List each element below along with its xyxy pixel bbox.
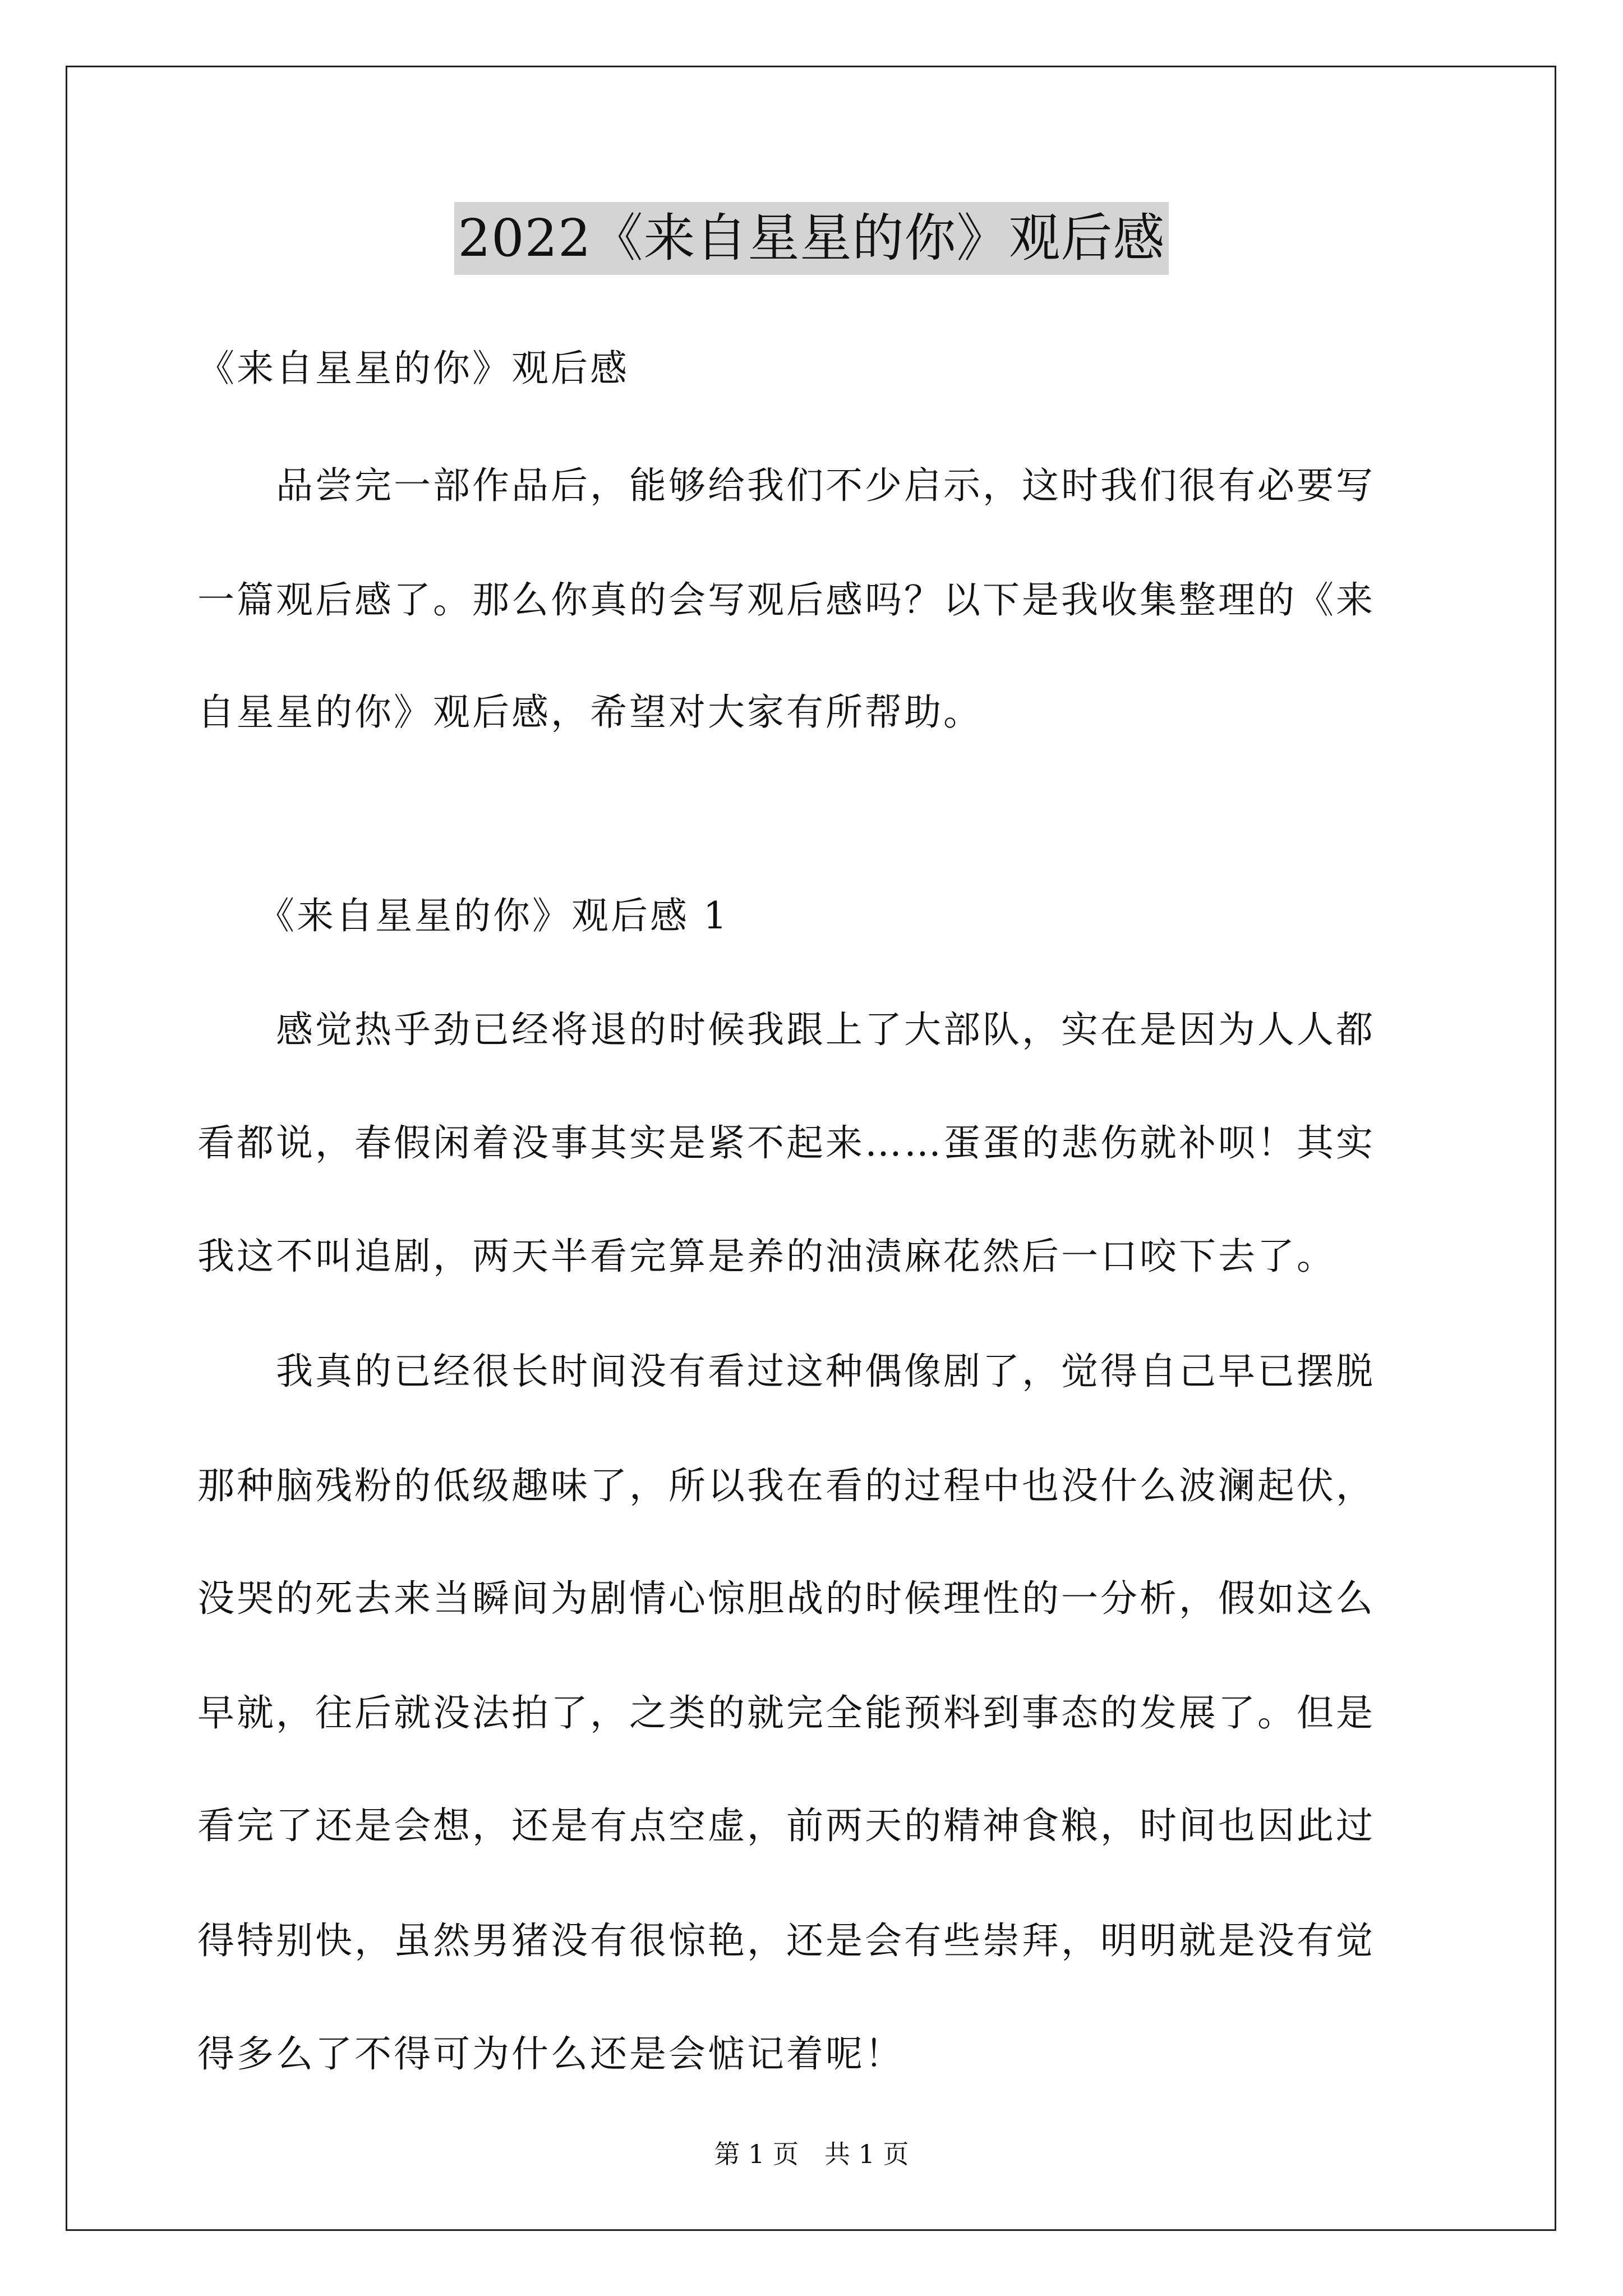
paragraph-line: 得多么了不得可为什么还是会惦记着呢！ — [197, 2032, 904, 2076]
subtitle: 《来自星星的你》观后感 — [197, 347, 629, 390]
paragraph-line: 品尝完一部作品后，能够给我们不少启示，这时我们很有必要写 — [197, 464, 1375, 507]
paragraph-line: 没哭的死去来当瞬间为剧情心惊胆战的时候理性的一分析，假如这么 — [197, 1577, 1375, 1620]
paragraph-line: 得特别快，虽然男猪没有很惊艳，还是会有些崇拜，明明就是没有觉 — [197, 1919, 1375, 1962]
paragraph-line: 我这不叫追剧，两天半看完算是养的油渍麻花然后一口咬下去了。 — [197, 1235, 1336, 1278]
paragraph-line: 看完了还是会想，还是有点空虚，前两天的精神食粮，时间也因此过 — [197, 1804, 1375, 1847]
paragraph-line: 那种脑残粉的低级趣味了，所以我在看的过程中也没什么波澜起伏， — [197, 1464, 1375, 1507]
title-container — [0, 202, 1623, 275]
paragraph-line: 看都说，春假闲着没事其实是紧不起来……蛋蛋的悲伤就补呗！其实 — [197, 1121, 1375, 1165]
paragraph-line: 感觉热乎劲已经将退的时候我跟上了大部队，实在是因为人人都 — [197, 1008, 1375, 1051]
paragraph-line: 我真的已经很长时间没有看过这种偶像剧了，觉得自己早已摆脱 — [197, 1350, 1375, 1393]
section-heading: 《来自星星的你》观后感 1 — [197, 894, 729, 937]
document-title: 2022《来自星星的你》观后感 — [454, 202, 1168, 275]
page-footer: 第 1 页 共 1 页 — [714, 2139, 909, 2169]
paragraph-line: 一篇观后感了。那么你真的会写观后感吗？以下是我收集整理的《来 — [197, 578, 1375, 622]
paragraph-line: 自星星的你》观后感，希望对大家有所帮助。 — [197, 691, 983, 734]
paragraph-line: 早就，往后就没法拍了，之类的就完全能预料到事态的发展了。但是 — [197, 1691, 1375, 1734]
